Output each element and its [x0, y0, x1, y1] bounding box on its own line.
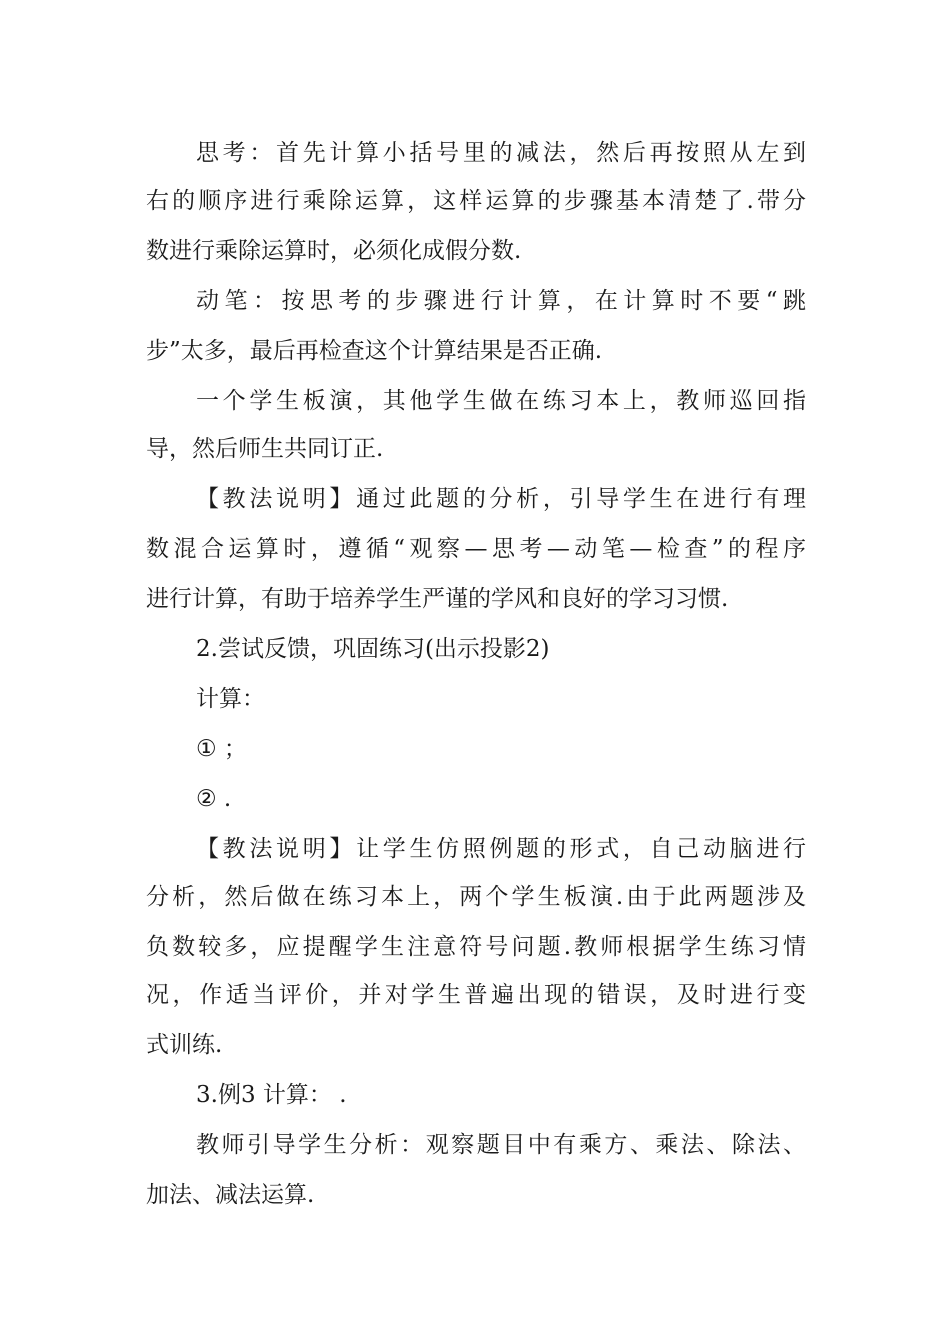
paragraph-line: 数进行乘除运算时，必须化成假分数.: [146, 238, 522, 264]
teaching-note-line: 负数较多，应提醒学生注意符号问题.教师根据学生练习情: [146, 934, 806, 960]
teaching-note-line: 况，作适当评价，并对学生普遍出现的错误，及时进行变: [146, 982, 806, 1008]
exercise-label: 计算：: [196, 686, 265, 712]
exercise-item-2: ② .: [196, 786, 232, 812]
teaching-note-line: 数混合运算时，遵循“观察—思考—动笔—检查”的程序: [146, 536, 806, 562]
paragraph-line: 动笔：按思考的步骤进行计算，在计算时不要“跳: [196, 288, 806, 314]
example-heading: 3.例3 计算： .: [196, 1082, 347, 1108]
teaching-note-line: 进行计算，有助于培养学生严谨的学风和良好的学习习惯.: [146, 586, 729, 612]
paragraph-line: 一个学生板演，其他学生做在练习本上，教师巡回指: [196, 388, 806, 414]
section-heading: 2.尝试反馈，巩固练习(出示投影2): [196, 636, 550, 662]
teaching-note-line: 分析，然后做在练习本上，两个学生板演.由于此两题涉及: [146, 884, 806, 910]
teaching-note-line: 【教法说明】通过此题的分析，引导学生在进行有理: [196, 486, 806, 512]
paragraph-line: 导，然后师生共同订正.: [146, 436, 384, 462]
teaching-note-line: 【教法说明】让学生仿照例题的形式，自己动脑进行: [196, 836, 806, 862]
paragraph-line: 加法、减法运算.: [146, 1182, 315, 1208]
paragraph-line: 思考：首先计算小括号里的减法，然后再按照从左到: [196, 140, 806, 166]
paragraph-line: 教师引导学生分析：观察题目中有乘方、乘法、除法、: [196, 1132, 806, 1158]
paragraph-line: 右的顺序进行乘除运算，这样运算的步骤基本清楚了.带分: [146, 188, 806, 214]
exercise-item-1: ① ；: [196, 736, 247, 762]
paragraph-line: 步”太多，最后再检查这个计算结果是否正确.: [146, 338, 603, 364]
teaching-note-line: 式训练.: [146, 1032, 223, 1058]
